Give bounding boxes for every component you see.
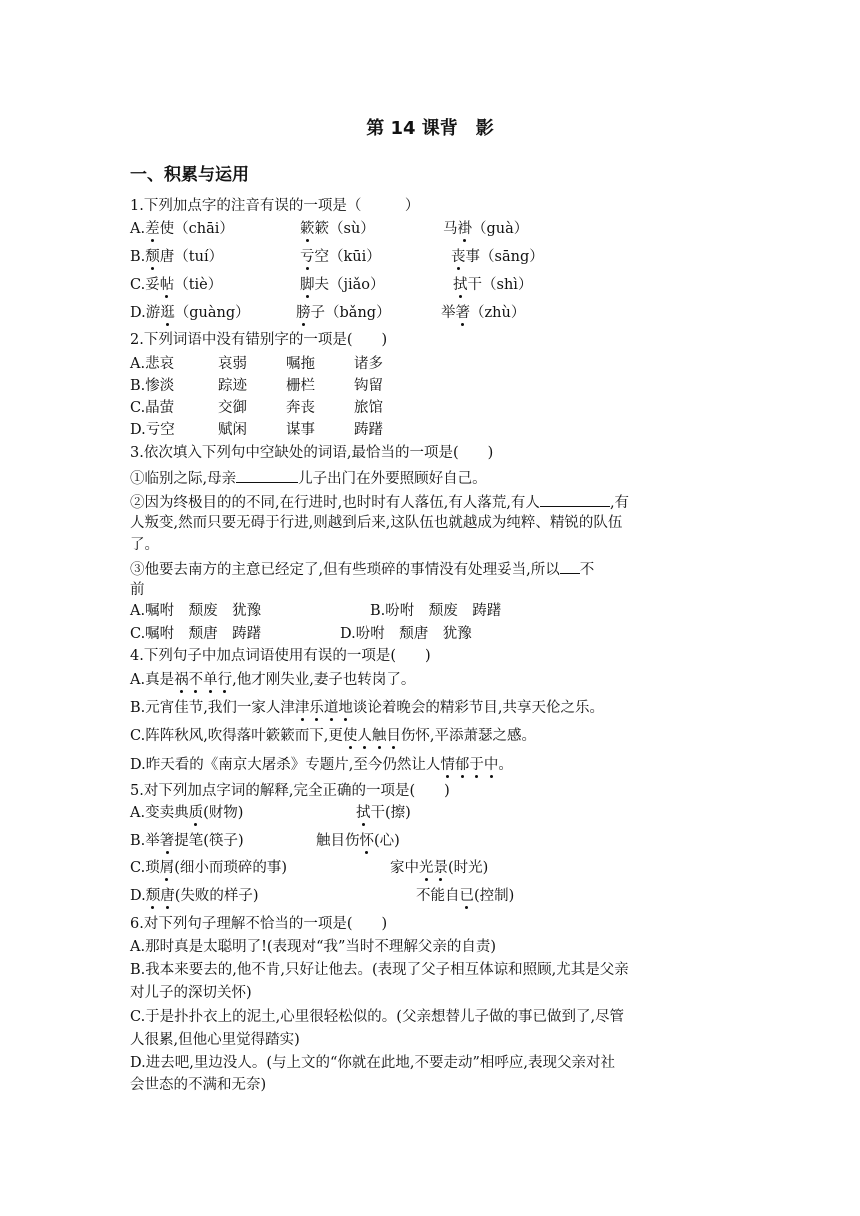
emphasis-char: 乐 (309, 700, 324, 716)
emphasis-char: 使 (342, 728, 358, 744)
emphasis-char: 光 (419, 860, 434, 876)
emphasis-char: 屑 (159, 860, 175, 876)
q1-d-1: D.游逛（guàng） (130, 305, 250, 321)
emphasis-char: 拭 (453, 277, 468, 293)
q6-option-d-cont: 会世态的不满和无奈) (130, 1077, 267, 1093)
emphasis-char: 目 (386, 728, 401, 744)
q6-stem: 6.对下列句子理解不恰当的一项是( ) (130, 916, 388, 932)
q1-option-a (130, 219, 528, 239)
q1-option-b (130, 247, 544, 267)
q2-a-1: A.悲哀 (130, 356, 175, 372)
q1-b-2: 亏空（kūi） (300, 249, 381, 265)
q4-option-c: C.阵阵秋风,吹得落叶簌簌而下,更使人触目伤怀,平添萧瑟之感。 (130, 728, 537, 744)
emphasis-char: 唐 (160, 888, 175, 904)
q2-option-c (130, 398, 383, 418)
q6-option-a: A.那时真是太聪明了!(表现对“我”当时不理解父亲的自责) (130, 939, 497, 955)
q2-b-2: 踪迹 (218, 378, 247, 394)
emphasis-char: 郁 (454, 757, 470, 773)
q2-b-4: 钩留 (354, 378, 383, 394)
emphasis-char: 拭 (356, 805, 371, 821)
q3-sentence-3 (130, 558, 594, 580)
emphasis-char: 差 (145, 221, 160, 237)
emphasis-char: 景 (433, 860, 448, 876)
emphasis-char: 情 (440, 757, 455, 773)
emphasis-char: 颓 (145, 249, 160, 265)
q3-options-cd (130, 624, 472, 644)
emphasis-char: 行 (217, 672, 233, 688)
q6-option-c-cont: 人很累,但他心里觉得踏实) (130, 1032, 300, 1048)
q3-blank-1 (236, 467, 298, 483)
q1-b-1: B.颓唐（tuí） (130, 249, 224, 265)
q3-option-c: C.嘱咐 颓唐 踌躇 (130, 626, 262, 642)
q3-blank-3 (560, 558, 580, 574)
q5-option-b (130, 831, 400, 851)
q2-c-3: 奔丧 (286, 400, 315, 416)
q2-b-3: 栅栏 (286, 378, 315, 394)
emphasis-char: 褂 (457, 221, 472, 237)
q2-c-1: C.晶萤 (130, 400, 175, 416)
q3-sentence-2-cont: 人叛变,然而只要无碍于行进,则越到后来,这队伍也就越成为纯粹、精锐的队伍 (130, 515, 623, 531)
emphasis-char: 道 (323, 700, 339, 716)
q2-stem: 2.下列词语中没有错别字的一项是( ) (130, 332, 388, 348)
q3-s1-text-b: 儿子出门在外要照顾好自己。 (298, 471, 487, 487)
q3-s3-text-a: ③他要去南方的主意已经定了,但有些琐碎的事情没有处理妥当,所以 (130, 562, 560, 578)
q1-stem: 1.下列加点字的注音有误的一项是（ ） (130, 198, 420, 214)
emphasis-char: 箸 (159, 833, 175, 849)
q2-option-a (130, 354, 383, 374)
q2-option-d (130, 420, 383, 440)
q2-c-4: 旅馆 (354, 400, 383, 416)
q5-stem: 5.对下列加点字词的解释,完全正确的一项是( ) (130, 783, 450, 799)
q3-option-d: D.吩咐 颓唐 犹豫 (340, 626, 472, 642)
q3-options-ab (130, 601, 501, 621)
q5-c-1: C.琐屑(细小而琐碎的事) (130, 860, 288, 876)
q1-b-3: 丧事（sāng） (451, 249, 544, 265)
q3-sentence-3-end: 前 (130, 582, 145, 598)
q3-s2-text-b: ,有 (609, 495, 630, 511)
q2-a-2: 哀弱 (218, 356, 247, 372)
emphasis-char: 亏 (300, 249, 315, 265)
q1-c-3: 拭干（shì） (453, 277, 533, 293)
q4-option-b: B.元宵佳节,我们一家人津津乐道地谈论着晚会的精彩节目,共享天伦之乐。 (130, 700, 604, 716)
q3-sentence-2 (130, 491, 629, 513)
emphasis-char: 触 (371, 728, 387, 744)
q5-c-2: 家中光景(时光) (390, 860, 489, 876)
q2-b-1: B.惨淡 (130, 378, 175, 394)
q5-a-1: A.变卖典质(财物) (130, 805, 244, 821)
q1-option-c (130, 275, 532, 295)
emphasis-char: 颓 (145, 888, 161, 904)
emphasis-char: 津 (294, 700, 310, 716)
q5-option-d (130, 886, 514, 906)
q2-a-4: 诸多 (354, 356, 383, 372)
q4-stem: 4.下列句子中加点词语使用有误的一项是( ) (130, 648, 431, 664)
q2-a-3: 嘱拖 (286, 356, 315, 372)
q5-b-1: B.举箸提笔(筷子) (130, 833, 244, 849)
emphasis-char: 逛 (160, 305, 175, 321)
q2-d-1: D.亏空 (130, 422, 175, 438)
emphasis-char: 地 (338, 700, 353, 716)
q3-option-b: B.吩咐 颓废 踌躇 (370, 603, 502, 619)
q6-option-c: C.于是扑扑衣上的泥土,心里很轻松似的。(父亲想替儿子做的事已做到了,尽管 (130, 1009, 625, 1025)
q6-option-b-cont: 对儿子的深切关怀) (130, 985, 252, 1001)
q3-blank-2 (540, 491, 610, 507)
q3-s3-text-b: 不 (579, 562, 595, 578)
emphasis-char: 不 (188, 672, 204, 688)
q2-d-2: 赋闲 (218, 422, 247, 438)
emphasis-char: 已 (459, 888, 474, 904)
q4-option-a: A.真是祸不单行,他才刚失业,妻子也转岗了。 (130, 672, 416, 688)
q1-c-1: C.妥帖（tiè） (130, 277, 223, 293)
q5-d-1: D.颓唐(失败的样子) (130, 888, 259, 904)
q6-option-b: B.我本来要去的,他不肯,只好让他去。(表现了父子相互体谅和照顾,尤其是父亲 (130, 962, 629, 978)
q2-d-3: 谋事 (286, 422, 315, 438)
q2-c-2: 交御 (218, 400, 247, 416)
emphasis-char: 祸 (174, 672, 189, 688)
emphasis-char: 质 (188, 805, 204, 821)
emphasis-char: 脚 (300, 277, 315, 293)
emphasis-char: 箸 (455, 305, 470, 321)
q1-a-2: 簌簌（sù） (300, 221, 375, 237)
emphasis-char: 中 (483, 757, 499, 773)
q1-d-2: 膀子（bǎng） (296, 305, 391, 321)
q1-a-1: A.差使（chāi） (130, 221, 234, 237)
q4-option-d: D.昨天看的《南京大屠杀》专题片,至今仍然让人情郁于中。 (130, 757, 513, 773)
q1-option-d (130, 303, 525, 323)
section-heading: 一、积累与运用 (130, 165, 249, 185)
q2-option-b (130, 376, 383, 396)
q3-option-a: A.嘱咐 颓废 犹豫 (130, 603, 262, 619)
emphasis-char: 人 (357, 728, 372, 744)
emphasis-char: 于 (469, 757, 484, 773)
emphasis-char: 帖 (159, 277, 175, 293)
q5-option-c (130, 858, 488, 878)
emphasis-char: 膀 (296, 305, 311, 321)
q3-sentence-1 (130, 467, 487, 489)
emphasis-char: 簌 (300, 221, 315, 237)
q3-s1-text-a: ①临别之际,母亲 (130, 471, 237, 487)
q1-a-3: 马褂（guà） (443, 221, 529, 237)
emphasis-char: 怀 (359, 833, 374, 849)
q5-option-a (130, 803, 411, 823)
q3-stem: 3.依次填入下列句中空缺处的词语,最恰当的一项是( ) (130, 445, 494, 461)
q5-a-2: 拭干(擦) (356, 805, 411, 821)
q1-d-3: 举箸（zhù） (441, 305, 526, 321)
q1-c-2: 脚夫（jiǎo） (300, 277, 385, 293)
page-title: 第 14 课背 影 (366, 118, 494, 139)
q5-b-2: 触目伤怀(心) (316, 833, 400, 849)
q2-d-4: 踌躇 (354, 422, 383, 438)
q3-sentence-2-end: 了。 (130, 537, 159, 553)
q6-option-d: D.进去吧,里边没人。(与上文的“你就在此地,不要走动”相呼应,表现父亲对社 (130, 1055, 616, 1071)
q3-s2-text-a: ②因为终极目的的不同,在行进时,也时时有人落伍,有人落荒,有人 (130, 495, 540, 511)
emphasis-char: 单 (203, 672, 218, 688)
emphasis-char: 丧 (451, 249, 466, 265)
q5-d-2: 不能自已(控制) (416, 888, 515, 904)
